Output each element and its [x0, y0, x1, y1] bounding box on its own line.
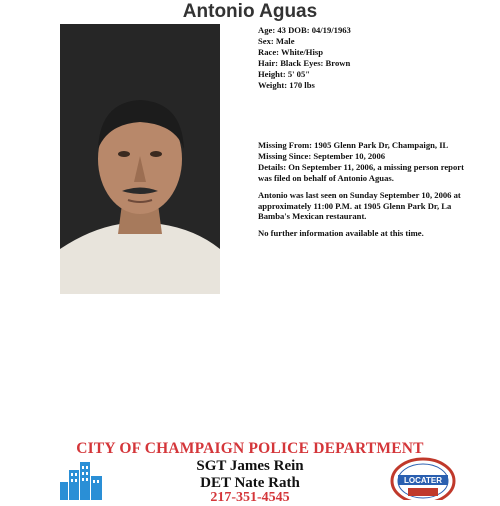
missing-from: Missing From: 1905 Glenn Park Dr, Champaign, IL — [258, 140, 449, 150]
officer-det: DET Nate Rath — [200, 475, 300, 491]
vitals-age-dob: Age: 43 DOB: 04/19/1963 — [258, 25, 351, 35]
vitals-sex: Sex: Male — [258, 35, 295, 46]
person-name: Antonio Aguas — [182, 1, 318, 22]
contact-phone: 217-351-4545 — [210, 490, 290, 505]
vitals-height: Height: 5' 05" — [258, 68, 311, 79]
last-seen: Antonio was last seen on Sunday September 10, 2006 at approximately 11:00 P.M. at 1905 Glenn Park Dr, La Bamba's Mexican restaurant. — [258, 189, 461, 222]
badge-label: LOCATER — [403, 476, 443, 485]
vitals-race: Race: White/Hisp — [258, 46, 324, 57]
no-further-info: No further information available at this time. — [258, 228, 424, 239]
vitals-block — [258, 25, 488, 90]
missing-person-photo — [60, 24, 220, 294]
missing-since: Missing Since: September 10, 2006 — [258, 150, 386, 161]
vitals-hair-eyes: Hair: Black Eyes: Brown — [258, 57, 351, 68]
case-summary: Details: On September 11, 2006, a missing person report was filed on behalf of Antonio Aguas. — [258, 161, 464, 183]
case-details — [258, 140, 473, 245]
officer-sgt: SGT James Rein — [196, 458, 304, 474]
department-name: CITY OF CHAMPAIGN POLICE DEPARTMENT — [76, 440, 424, 457]
vitals-weight: Weight: 170 lbs — [258, 79, 315, 90]
locater-badge-logo — [390, 455, 456, 500]
